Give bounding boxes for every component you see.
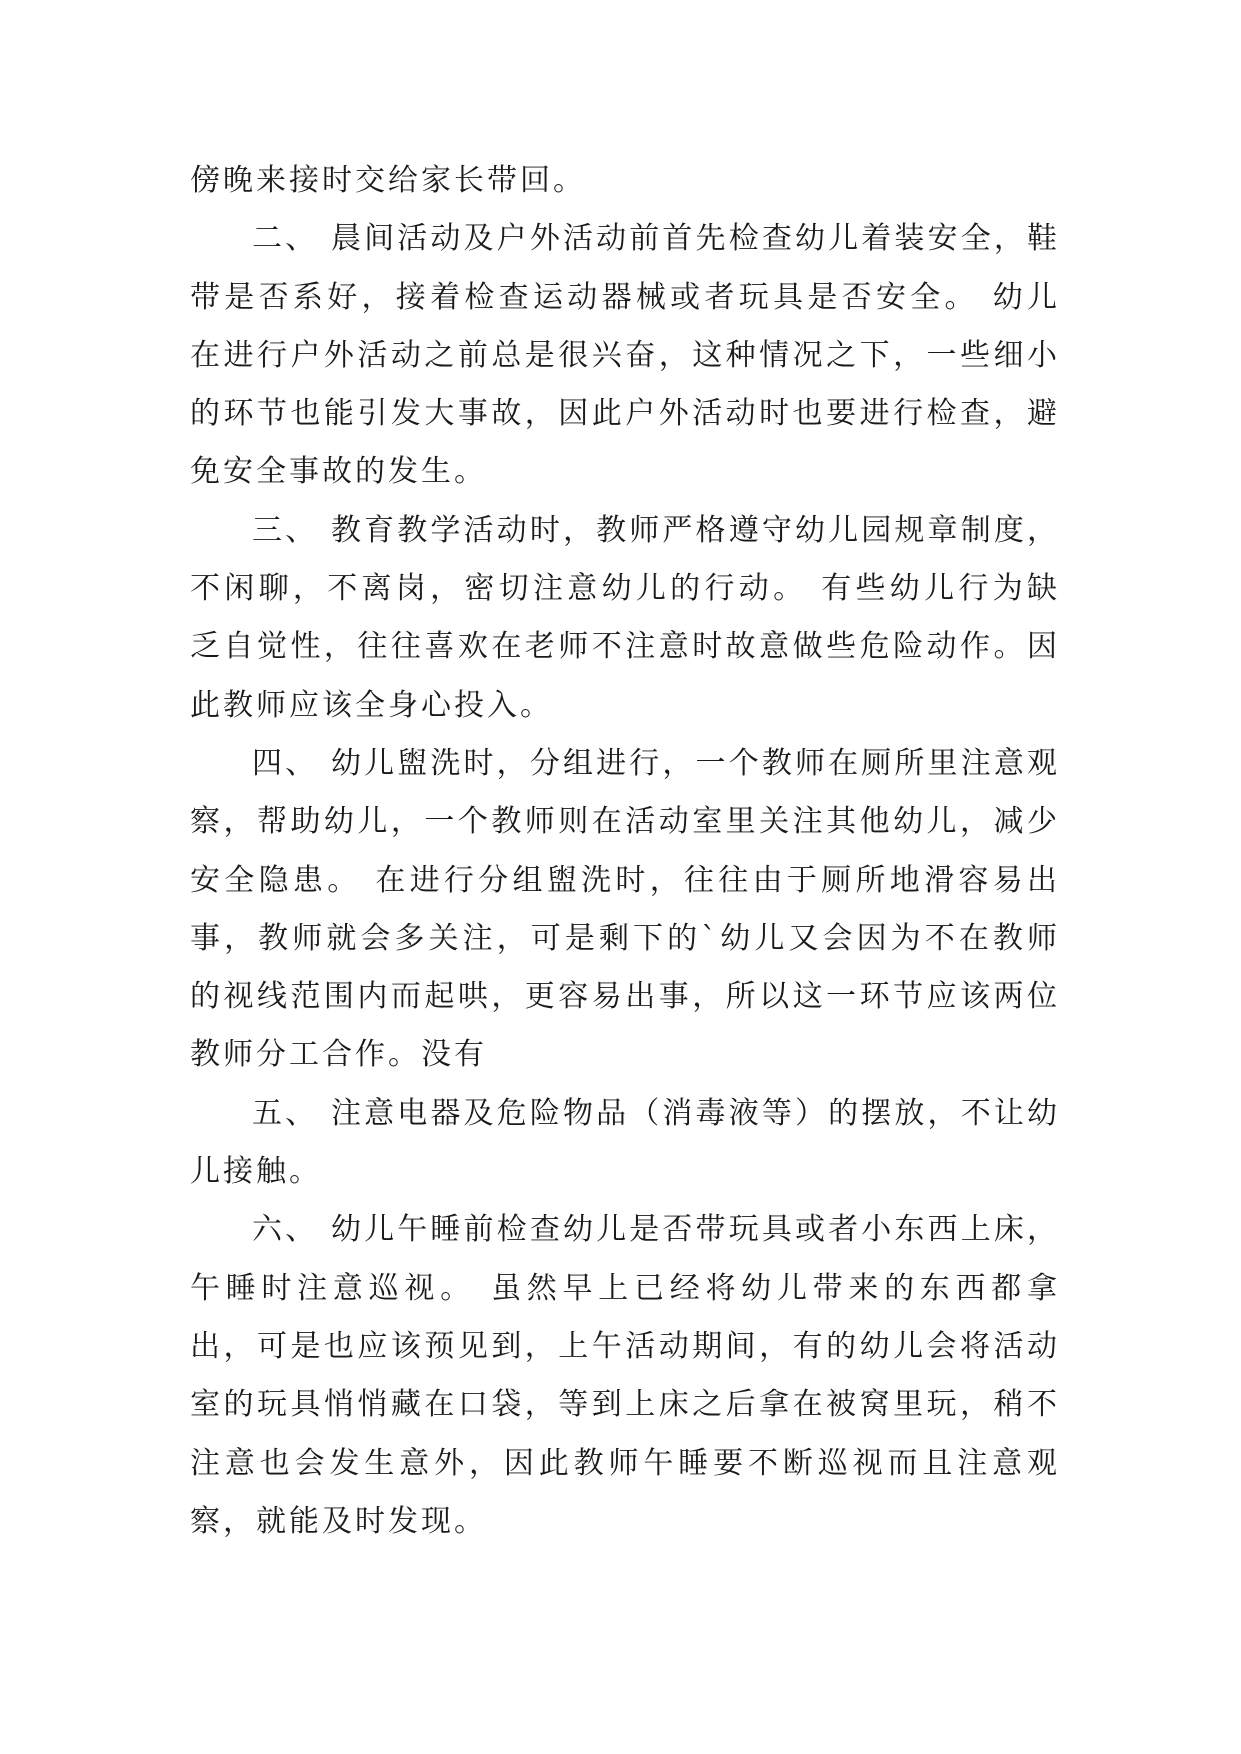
paragraph-item-4: 四、 幼儿盥洗时，分组进行，一个教师在厕所里注意观察，帮助幼儿，一个教师则在活动室里关注其他幼儿，减少安全隐患。 在进行分组盥洗时，往往由于厕所地滑容易出事，教师就会多关注，可是剩下的`幼儿又会因为不在教师的视线范围内而起哄，更容易出事，所以这一环节应该两位教师分工合作。没有: [190, 745, 1060, 1073]
paragraph-item-3: 三、 教育教学活动时，教师严格遵守幼儿园规章制度，不闲聊，不离岗，密切注意幼儿的行动。 有些幼儿行为缺乏自觉性，往往喜欢在老师不注意时故意做些危险动作。因此教师应该全身心投入。: [190, 512, 1060, 723]
paragraph-item-6: 六、 幼儿午睡前检查幼儿是否带玩具或者小东西上床，午睡时注意巡视。 虽然早上已经将幼儿带来的东西都拿出，可是也应该预见到，上午活动期间，有的幼儿会将活动室的玩具悄悄藏在口袋，等到上床之后拿在被窝里玩，稍不注意也会发生意外，因此教师午睡要不断巡视而且注意观察，就能及时发现。: [190, 1212, 1060, 1539]
paragraph-item-2: 二、 晨间活动及户外活动前首先检查幼儿着装安全，鞋带是否系好，接着检查运动器械或者玩具是否安全。 幼儿在进行户外活动之前总是很兴奋，这种情况之下，一些细小的环节也能引发大事故，因此户外活动时也要进行检查，避免安全事故的发生。: [190, 221, 1060, 490]
document-body: [190, 152, 1060, 1551]
paragraph-continuation: 傍晚来接时交给家长带回。: [190, 163, 586, 198]
paragraph-item-5: 五、 注意电器及危险物品（消毒液等）的摆放，不让幼儿接触。: [190, 1095, 1060, 1190]
